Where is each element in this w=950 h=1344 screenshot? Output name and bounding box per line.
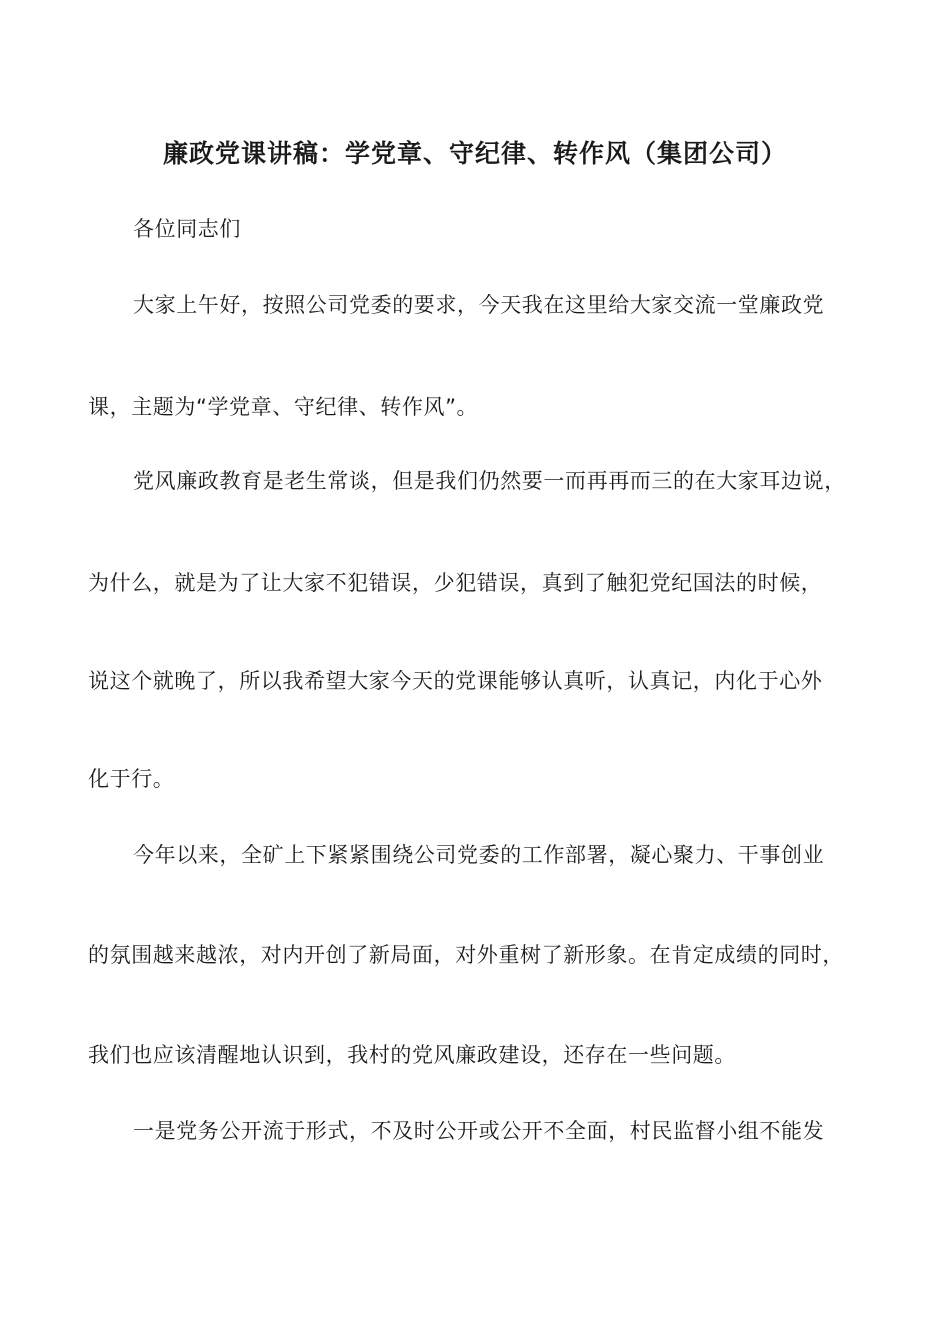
paragraph-line: 我们也应该清醒地认识到，我村的党风廉政建设，还存在一些问题。	[88, 1043, 736, 1067]
document-title: 廉政党课讲稿：学党章、守纪律、转作风（集团公司）	[162, 139, 787, 168]
salutation-line: 各位同志们	[133, 217, 241, 241]
paragraph-line: 党风廉政教育是老生常谈，但是我们仍然要一而再再而三的在大家耳边说，	[133, 469, 846, 493]
paragraph-line: 为什么，就是为了让大家不犯错误，少犯错误，真到了触犯党纪国法的时候，	[88, 571, 823, 595]
paragraph-line: 一是党务公开流于形式，不及时公开或公开不全面，村民监督小组不能发	[133, 1119, 825, 1143]
paragraph-line: 化于行。	[88, 767, 175, 791]
paragraph-line: 说这个就晚了，所以我希望大家今天的党课能够认真听，认真记，内化于心外	[88, 669, 823, 693]
paragraph-line: 今年以来，全矿上下紧紧围绕公司党委的工作部署，凝心聚力、干事创业	[133, 843, 825, 867]
paragraph-line: 课，主题为“学党章、守纪律、转作风”。	[88, 395, 479, 419]
paragraph-line: 的氛围越来越浓，对内开创了新局面，对外重树了新形象。在肯定成绩的同时，	[88, 943, 844, 967]
paragraph-line: 大家上午好，按照公司党委的要求，今天我在这里给大家交流一堂廉政党	[133, 293, 825, 317]
